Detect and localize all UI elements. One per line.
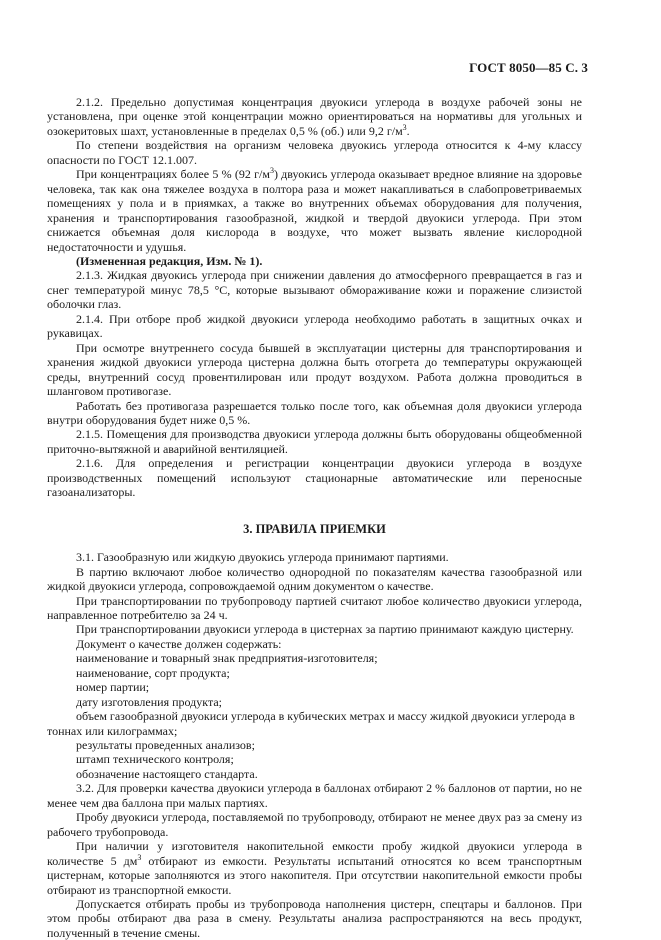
page-header: ГОСТ 8050—85 С. 3 [469, 60, 588, 75]
paragraph-pipeline: При транспортировании по трубопроводу партией считают любое количество двуокиси углерода, направленное потребителю за 24 ч. [47, 593, 582, 622]
paragraph-text: При наличии у изготовителя накопительной емкости пробу жидкой двуокиси углерода в количестве 5 дм [47, 839, 582, 868]
paragraph-3-1: 3.1. Газообразную или жидкую двуокись углерода принимают партиями. [76, 550, 449, 565]
paragraph-batch: В партию включают любое количество однородной по показателям качества газообразной или жидкой двуокиси углерода, сопровождаемой одним документом о качестве. [47, 564, 582, 594]
doc-requirement-item: наименование, сорт продукта; [76, 665, 230, 680]
paragraph-allowed: Допускается отбирать пробы из трубопровода наполнения цистерн, спецтары и баллонов. При этом пробы отбирают два раза в смену. Результаты анализа распространяются на весь продукт, полученный в течение смены. [47, 897, 582, 940]
paragraph-pipeline-sample: Пробу двуокиси углерода, поставляемой по трубопроводу, отбирают не менее двух раз за смену из рабочего трубопровода. [47, 810, 582, 839]
paragraph-concentration [47, 167, 582, 254]
doc-requirement-item: наименование и товарный знак предприятия-изготовителя; [76, 651, 378, 666]
paragraph-text: 2.1.2. Предельно допустимая концентрация двуокиси углерода в воздухе рабочей зоны не установлена, при оценке этой концентрации можно ориентироваться на нормативы для угольных и озокеритовых шахт, установленные в пределах 0,5 % (об.) или 9,2 г/м [47, 95, 582, 138]
paragraph-2-1-6: 2.1.6. Для определения и регистрации концентрации двуокиси углерода в воздухе производственных помещений используют стационарные автоматические или переносные газоанализаторы. [47, 456, 582, 500]
superscript: 3 [137, 852, 142, 862]
doc-requirements-intro: Документ о качестве должен содержать: [76, 636, 282, 651]
paragraph-2-1-3: 2.1.3. Жидкая двуокись углерода при снижении давления до атмосферного превращается в газ и снег температурой минус 78,5 °С, которые вызывают обмораживание кожи и поражение слизистой оболочки глаз. [47, 268, 582, 312]
superscript: 3 [402, 122, 407, 132]
paragraph-2-1-4: 2.1.4. При отборе проб жидкой двуокиси углерода необходимо работать в защитных очках и рукавицах. [47, 311, 582, 341]
paragraph-text: . [406, 123, 410, 138]
paragraph-hazard-class: По степени воздействия на организм человека двуокись углерода относится к 4-му классу опасности по ГОСТ 12.1.007. [47, 138, 582, 167]
paragraph-tanks: При транспортировании двуокиси углерода в цистернах за партию принимают каждую цистерну. [76, 622, 574, 637]
amendment-note: (Измененная редакция, Изм. № 1). [76, 253, 263, 268]
doc-requirement-item: обозначение настоящего стандарта. [76, 766, 258, 781]
paragraph-inspection: При осмотре внутреннего сосуда бывшей в эксплуатации цистерны для транспортирования и хранения жидкой двуокиси углерода цистерна должна быть отогрета до температуры окружающей среды, внутренний сосуд провентилирован или продут воздухом. Работа должна проводиться в шланговом противогазе. [47, 340, 582, 399]
paragraph-text: отбирают из емкости. Результаты испытаний относятся ко всем транспортным цистернам, которые заполняются из этого накопителя. При отсутствии накопительной емкости пробы отбирают из транспортной емкости. [47, 853, 582, 897]
doc-requirement-item: дату изготовления продукта; [76, 694, 223, 709]
paragraph-2-1-5: 2.1.5. Помещения для производства двуокиси углерода должны быть оборудованы общеобменной приточно-вытяжной и аварийной вентиляцией. [47, 427, 582, 456]
paragraph-storage [47, 839, 582, 897]
section-heading: 3. ПРАВИЛА ПРИЕМКИ [243, 521, 386, 536]
superscript: 3 [269, 166, 274, 176]
paragraph-text: При концентрациях более 5 % (92 г/м [76, 167, 270, 182]
doc-requirement-item: штамп технического контроля; [76, 752, 234, 767]
doc-requirement-item: номер партии; [76, 680, 150, 695]
paragraph-text: ) двуокись углерода оказывает вредное влияние на здоровье человека, так как она тяжелее воздуха в полтора раза и может накапливаться в слабопроветриваемых помещениях у пола и в приямках, а также во внутренних объемах оборудования для получения, хранения и транспортирования газообразной, жидкой и твердой двуокиси углерода. При этом снижается объемная доля кислорода в воздухе, что может вызвать явление кислородной недостаточности и удушья. [47, 167, 582, 254]
document-body [47, 95, 582, 940]
paragraph-no-gasmask: Работать без противогаза разрешается только после того, как объемная доля двуокиси углерода внутри оборудования будет ниже 0,5 %. [47, 398, 582, 427]
paragraph-3-2: 3.2. Для проверки качества двуокиси углерода в баллонах отбирают 2 % баллонов от партии, но не менее чем два баллона при малых партиях. [47, 781, 582, 810]
doc-requirement-item: объем газообразной двуокиси углерода в кубических метрах и массу жидкой двуокиси углерода в тоннах или килограммах; [47, 709, 575, 738]
paragraph-2-1-2 [47, 95, 582, 138]
doc-requirement-item: результаты проведенных анализов; [76, 738, 255, 753]
